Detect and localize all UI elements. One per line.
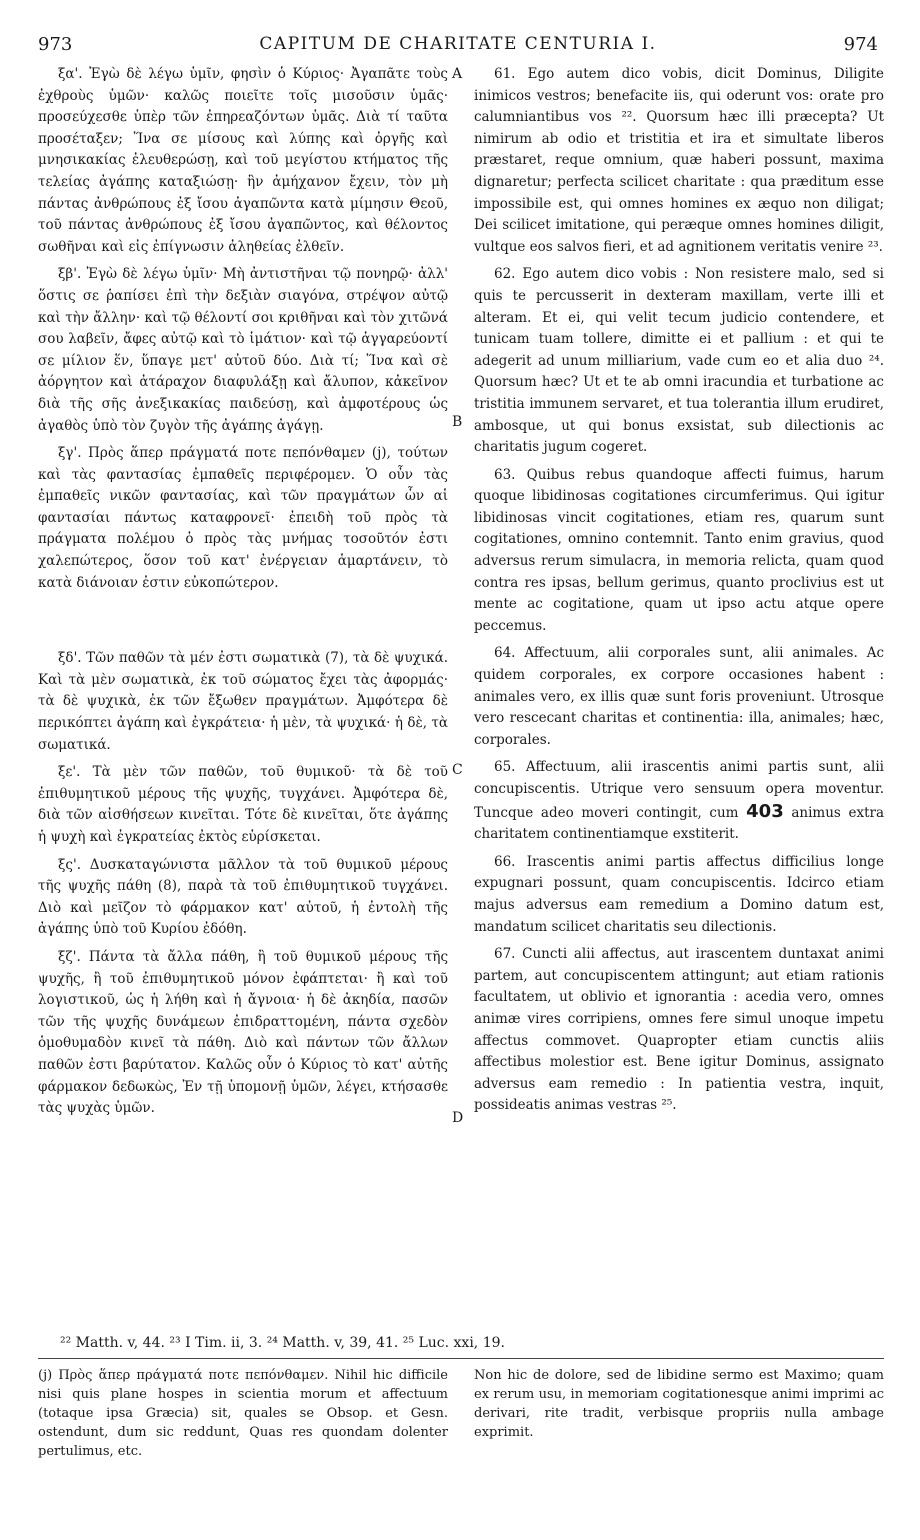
greek-column xyxy=(38,64,448,1126)
greek-paragraph-64: ξδ'. Τῶν παθῶν τὰ μέν ἐστι σωματικὰ (7), τὰ δὲ ψυχικά. Καὶ τὰ μὲν σωματικὰ, ἐκ τοῦ σώματος ἔχει τὰς ἀφορμάς· τὰ δὲ ψυχικὰ, ἐκ τῶν ἔξωθεν πραγμάτων. Ἀμφότερα δὲ περικόπτει ἀγάπη καὶ ἐγκράτεια· ἡ μὲν, τὰ ψυχικά· ἡ δὲ, τὰ σωματικά. xyxy=(38,650,448,753)
margin-letter-d: D xyxy=(452,1110,464,1126)
notes-divider xyxy=(38,1358,884,1359)
latin-paragraph-62: 62. Ego autem dico vobis : Non resistere malo, sed si quis te percusserit in dexteram maxillam, verte illi et alteram. Et ei, qui velit tecum judicio contendere, et tunicam tuam tollere, dimitte ei et pallium : et qui te adegerit ad unum milliarium, vade cum eo et alia duo ²⁴. Quorsum hæc? Ut et te ab omni iracundia et turbatione ac tristitia immunem servaret, et tua tolerantia illum erudiret, ambosque, ut qui bonus exsistat, sub dilectionis ac charitatis jugum cogeret. xyxy=(474,266,884,456)
greek-paragraph-66: ξς'. Δυσκαταγώνιστα μᾶλλον τὰ τοῦ θυμικοῦ μέρους τῆς ψυχῆς πάθη (8), παρὰ τὰ τοῦ ἐπιθυμητικοῦ τυγχάνει. Διὸ καὶ μεῖζον τὸ φάρμακον κατ' αὐτοῦ, ἡ ἐντολὴ τῆς ἀγάπης ὑπὸ τοῦ Κυρίου ἐδόθη. xyxy=(38,856,448,938)
greek-paragraph-62: ξβ'. Ἐγὼ δὲ λέγω ὑμῖν· Μὴ ἀντιστῆναι τῷ πονηρῷ· ἀλλ' ὅστις σε ῥαπίσει ἐπὶ τὴν δεξιὰν σιαγόνα, στρέψον αὐτῷ καὶ τὴν ἄλλην· καὶ τῷ θέλοντί σοι κριθῆναι καὶ τὸν χιτῶνά σου λαβεῖν, ἄφες αὐτῷ καὶ τὸ ἱμάτιον· καὶ τῷ ἀγγαρεύοντί σε μίλιον ἕν, ὕπαγε μετ' αὐτοῦ δύο. Διὰ τί; Ἵνα καὶ σὲ ἀόργητον καὶ ἀτάραχον διαφυλάξῃ καὶ ἄλυπον, κἀκεῖνον διὰ τῆς σῆς ἀνεξικακίας παιδεύσῃ, καὶ ἀμφοτέρους ὡς ἀγαθὸς ὑπὸ τὸν ζυγὸν τῆς ἀγάπης ἀγάγῃ. xyxy=(38,266,448,434)
latin-column xyxy=(474,64,884,1123)
margin-letter-c: C xyxy=(452,762,463,778)
latin-65-text-b: animus extra charitatem continentiamque exstiterit. xyxy=(474,804,885,843)
note-right: Non hic de dolore, sed de libidine sermo est Maximo; quam ex rerum usu, in memoriam cogitationesque animi imprimi ac derivari, rite tradit, verbisque propriis nulla ambage exprimit. xyxy=(474,1368,884,1440)
page-number-left: 973 xyxy=(38,34,73,55)
latin-paragraph-66: 66. Irascentis animi partis affectus difficilius longe expugnari possunt, quam concupiscentis. Idcirco etiam majus adversus eam remedium a Domino datum est, mandatum scilicet charitatis seu dilectionis. xyxy=(474,853,884,935)
margin-letter-a: A xyxy=(452,66,463,82)
margin-letter-b: B xyxy=(452,414,463,430)
page-number-right: 974 xyxy=(843,34,878,55)
greek-paragraph-65: ξε'. Τὰ μὲν τῶν παθῶν, τοῦ θυμικοῦ· τὰ δὲ τοῦ ἐπιθυμητικοῦ μέρους τῆς ψυχῆς, τυγχάνει. Ἀμφότερα δὲ, διὰ τῶν αἰσθήσεων κινεῖται. Τότε δὲ κινεῖται, ὅτε ἀγάπης ἡ ψυχὴ καὶ ἐγκρατείας ἐκτὸς εὑρίσκεται. xyxy=(38,764,448,845)
footnotes: ²² Matth. v, 44. ²³ I Tim. ii, 3. ²⁴ Matth. v, 39, 41. ²⁵ Luc. xxi, 19. xyxy=(60,1335,505,1351)
page-header xyxy=(38,34,878,60)
latin-paragraph-61: 61. Ego autem dico vobis, dicit Dominus, Diligite inimicos vestros; benefacite iis, qui oderunt vos: orate pro calumniantibus vos ²². Quorsum hæc illi præcepta? Ut nimirum ab odio et tristitia et ira et simultate liberos præstaret, reque omnium, quæ haberi possunt, maxima dignaretur; perfecta scilicet charitate : qua præditum esse impossibile est, qui omnes homines ex æquo non diligat; Dei scilicet imitatione, qui peræque omnes homines diligit, vultque eos salvos fieri, et ad agnitionem veritatis venire ²³. xyxy=(474,66,884,255)
greek-paragraph-61: ξα'. Ἐγὼ δὲ λέγω ὑμῖν, φησὶν ὁ Κύριος· Ἀγαπᾶτε τοὺς ἐχθροὺς ὑμῶν· καλῶς ποιεῖτε τοῖς μισοῦσιν ὑμᾶς· προσεύχεσθε ὑπὲρ τῶν ἐπηρεαζόντων ὑμᾶς. Διὰ τί ταῦτα προσέταξεν; Ἵνα σε μίσους καὶ λύπης καὶ ὀργῆς καὶ μνησικακίας ἐλευθερώσῃ, καὶ τοῦ μεγίστου κτήματος τῆς τελείας ἀγάπης καταξιώσῃ· ἣν ἀμήχανον ἔχειν, τὸν μὴ πάντας ἀνθρώπους ἐξ ἴσου ἀγαπῶντα κατὰ μίμησιν Θεοῦ, τοῦ πάντας ἀνθρώπους ἐξ ἴσου ἀγαπῶντος, καὶ θέλοντος σωθῆναι καὶ εἰς ἐπίγνωσιν ἀληθείας ἐλθεῖν. xyxy=(38,66,448,255)
latin-paragraph-67: 67. Cuncti alii affectus, aut irascentem duntaxat animi partem, aut concupiscentem attingunt; aut etiam rationis facultatem, ut oblivio et ignorantia : acedia vero, omnes animæ vires corripiens, omnes fere simul unoque impetu affectus commovet. Quapropter etiam cunctis aliis affectibus molestior est. Bene igitur Dominus, assignato adversus eam remedio : In patientia vestra, inquit, possideatis animas vestras ²⁵. xyxy=(474,946,884,1114)
note-left: (j) Πρὸς ἅπερ πράγματά ποτε πεπόνθαμεν. Nihil hic difficile nisi quis plane hospes in scientia morum et affectuum (totaque ipsa Græcia) sit, quales se Obsop. et Gesn. ostendunt, dum sic reddunt, Quas res quondam dolenter pertulimus, etc. xyxy=(38,1368,448,1459)
column-marker-number: 403 xyxy=(746,800,784,822)
latin-paragraph-65 xyxy=(474,757,884,845)
greek-paragraph-63: ξγ'. Πρὸς ἅπερ πράγματά ποτε πεπόνθαμεν (j), τούτων καὶ τὰς φαντασίας ἐμπαθεῖς περιφέρομεν. Ὁ οὖν τὰς ἐμπαθεῖς νικῶν φαντασίας, καὶ τῶν πραγμάτων ὧν αἱ φαντασίαι πάντως καταφρονεῖ· ἐπειδὴ τοῦ πρὸς τὰ πράγματα πολέμου ὁ πρὸς τὰς μνήμας τοσοῦτόν ἐστι χαλεπώτερος, ὅσον τοῦ κατ' ἐνέργειαν ἁμαρτάνειν, τὸ κατὰ διάνοιαν ἐστιν εὐκοπώτερον. xyxy=(38,445,448,591)
greek-paragraph-67: ξζ'. Πάντα τὰ ἄλλα πάθη, ἢ τοῦ θυμικοῦ μέρους τῆς ψυχῆς, ἢ τοῦ ἐπιθυμητικοῦ μόνον ἐφάπτεται· ἢ καὶ τοῦ λογιστικοῦ, ὡς ἡ λήθη καὶ ἡ ἄγνοια· ἡ δὲ ἀκηδία, πασῶν τῶν τῆς ψυχῆς δυνάμεων ἐπιδραττομένη, πάντα σχεδὸν ὁμοθυμαδὸν κινεῖ τὰ πάθη. Διὸ καὶ πάντων τῶν ἄλλων παθῶν ἐστι βαρύτατον. Καλῶς οὖν ὁ Κύριος τὸ κατ' αὐτῆς φάρμακον δεδωκὼς, Ἐν τῇ ὑπομονῇ ὑμῶν, λέγει, κτήσασθε τὰς ψυχὰς ὑμῶν. xyxy=(38,948,448,1117)
latin-paragraph-64: 64. Affectuum, alii corporales sunt, alii animales. Ac quidem corporales, ex corpore occasiones habent : animales vero, ex illis quæ sunt foris proveniunt. Utrosque vero rescecant charitas et continentia: illa, animales; hæc, corporales. xyxy=(474,645,884,748)
latin-paragraph-63: 63. Quibus rebus quandoque affecti fuimus, harum quoque libidinosas cogitationes circumferimus. Qui igitur libidinosas vincit cogitationes, etiam res, quarum sunt cogitationes, omnino contemnit. Tanto enim gravius, quod adversus rerum simulacra, in memoria relicta, quam quod contra res ipsas, bellum gerimus, quanto proclivius est ut mente ac cogitatione, quam ut ipso actu atque opere peccemus. xyxy=(474,466,884,634)
running-title: CAPITUM DE CHARITATE CENTURIA I. xyxy=(259,34,657,54)
latin-65-text-a: 65. Affectuum, alii irascentis animi partis sunt, alii concupiscentis. Utrique vero sensuum opera moventur. Tuncque adeo moveri contingit, cum xyxy=(474,759,884,821)
